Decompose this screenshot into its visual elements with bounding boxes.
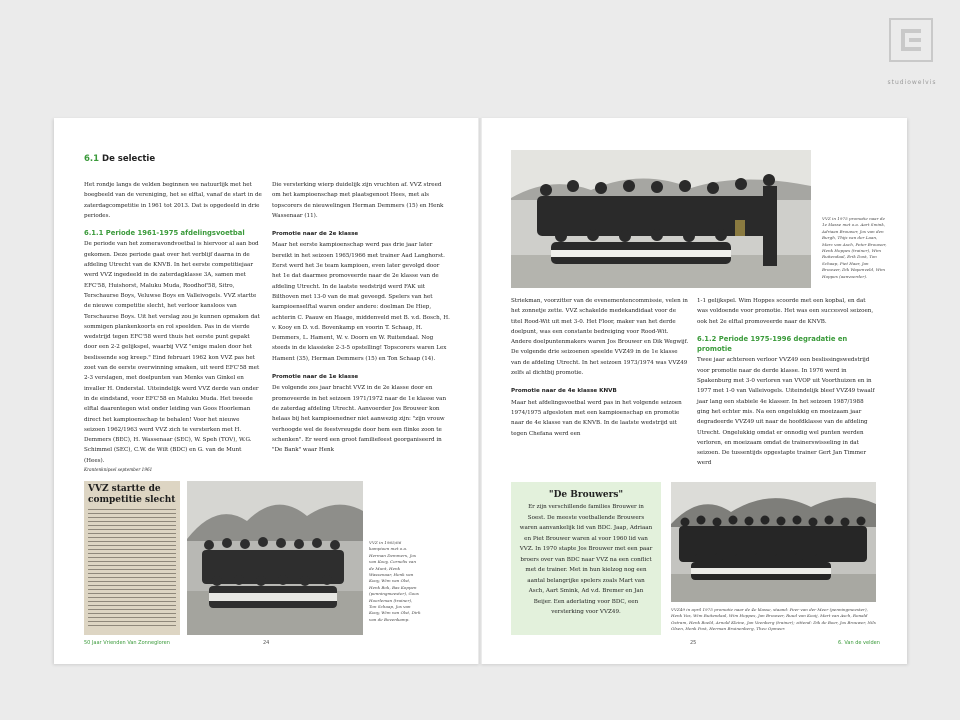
subsection-2-text: Twee jaar achtereen verloor VVZ49 een beslissingswedstrijd voor promotie naar de derde klasse. In 1976 werd in Spakenburg met 3-0 verloren van VVOP uit Voorthuizen en in 1977 met 1-0 van Valleivogels. Uiteindelijk bleef VVZ49 twaalf jaar lang een stabiele 4e klasser. In het seizoen 1987/1988 ging het echter mis. Na een ongelukkig en moeizaam jaar degradeerde VVZ49 uit naar de hoofdklasse van de afdeling Utrecht. Ongelukkig omdat er onnodig wel punten werden verloren, en moeizaam omdat de trainerswisseling in dat seizoen. De tussentijds opgestapte trainer Gert Jan Timmer werd — [697, 357, 875, 467]
box-title: "De Brouwers" — [548, 490, 624, 500]
right-column-1 — [511, 296, 689, 439]
section-title: De selectie — [102, 154, 156, 164]
promotie-4e-text: Maar het afdelingsvoetbal werd pas in het volgende seizoen 1974/1975 afgesloten met een kampioenschap en promotie naar de 4e klasse van de KNVB. In de laatste wedstrijd uit tegen Chefana werd een — [511, 399, 682, 437]
column-2-intro: Die versterking wierp duidelijk zijn vruchten af. VVZ streed om het kampioenschap met plaatsgenoot Hees, met als topscorers de nieuwelingen Herman Demmers (15) en Henk Wassenaar (11). — [272, 182, 444, 219]
clipping-headline: VVZ startte de competitie slecht — [88, 484, 176, 505]
page-gutter — [478, 118, 482, 664]
left-footer: 50 Jaar Vrienden Van Zonnegloren — [84, 640, 170, 646]
right-photo-caption: VVZ in 1975 promotie naar de 1e klasse met o.a. Aart Smink, Adriaan Brouwer, Jos van den Burgh, Thijs van der Laan, Marc van Asch, Peter Brouwer, Henk Hoppes (trainer), Wim Ruitendaal, Erik Dost, Ton Schaap, Piet Haar, Jan Brouwer, Dik Wapenveld, Wim Hoppes (aanvoerder). — [822, 216, 887, 279]
brouwers-info-box — [511, 482, 661, 635]
section-heading — [84, 154, 155, 164]
right-footer: 6. Van de velden — [838, 640, 880, 646]
intro-paragraph: Het rondje langs de velden beginnen we natuurlijk met het boegbeeld van de vereniging, het se elftal, vanaf de start in de zaterdagcompetitie in 1961 tot 2013. Dat is opgedeeld in drie periodes. — [84, 182, 262, 219]
right-column-2 — [697, 296, 877, 469]
studio-logo-icon — [889, 18, 933, 62]
team-photo-1975 — [511, 150, 811, 288]
left-photo-caption: VVZ in 1965/66 kampioen met o.a. Herman Demmers, Jos van Kooy, Cornelis van de Munt, Henk Wassenaar, Henk van Kooy, Wim van Olst, Henk Bok, Bas Koppen (penningmeester), Goos Hoorleman (trainer), Ton Schaap, Jos van Kooy, Wim van Olst, Dirk van de Bovenkamp. — [369, 540, 421, 622]
left-column-2 — [272, 180, 450, 455]
subsection-heading-2: 6.1.2 Periode 1975-1996 degradatie en promotie — [697, 334, 848, 354]
newspaper-clipping — [84, 481, 180, 635]
promotie-2e-text: Maar het eerste kampioenschap werd pas drie jaar later bereikt in het seizoen 1965/1966 met trainer Aad Langhorst. Eerst werd het 3e team kampioen, even later gevolgd door het 1e dat daarmee promoveerde naar de 2e klasse van de afdeling Utrecht. In de laatste wedstrijd werd FAK uit Bilthoven met 13-0 van de mat geveegd. Spelers van het kampioenselftal waren onder andere: doelman De Hiep, achterin C. Paauw en Haage, middenveld met B. v.d. Bosch, H. v. Kooy en D. v.d. Bovenkamp en voorin T. Schaap, H. Demmers, L. Hament, W. v. Doorn en W. Ruitendaal. Nog steeds in de klassieke 2-3-5 opstelling! Topscorers waren Lex Hament (35), Herman Demmers (15) en Ton Schaap (14). — [272, 242, 450, 362]
left-column-1 — [84, 180, 262, 473]
right-bottom-photo-caption: VVZ49 in april 1975 promotie naar de 4e klasse, staand: Peer van der Meer (penningmeester), Henk Vos, Wim Ruitendaal, Wim Hoppes, Jan Brouwer, Ruud van Kooij, Mart van Asch, Ronald Ostram, Henk Boeld, Arnold Kleine, Jan Veenberg (trainer); zittend: Dik de Boer, Jos Brouwer, Nils Olsen, Henk Post, Herman Bruinenberg, Theo Opmeer. — [671, 607, 876, 632]
promotie-1e-heading: Promotie naar de 1e klasse — [272, 374, 359, 381]
team-photo-1975-april — [671, 482, 876, 602]
right-page-number: 25 — [690, 640, 697, 646]
clipping-text-lines — [88, 509, 176, 629]
right-column-2-intro: 1-1 gelijkspel. Wim Hoppes scoorde met een kopbal, en dat was voldoende voor promotie. Het was een succesvol seizoen, ook het 2e elftal promoveerde naar de KNVB. — [697, 298, 874, 325]
left-page-number: 24 — [263, 640, 270, 646]
right-column-1-intro: Striekman, voorzitter van de evenementencommissie, velen in het zonnetje zette. VVZ schakelde medekandidaat voor de titel Rood-Wit uit met 3-0. Het Floor, maker van het derde doelpunt, was een constante bedreiging voor Rood-Wit. Andere doelpuntenmakers waren Jos Brouwer en Dik Wegwijf. De volgende drie seizoenen speelde VVZ49 in de 1e klasse van de afdeling Utrecht. In het seizoen 1973/1974 was VVZ49 zelfs al dichtbij promotie. — [511, 298, 689, 377]
logo-text: studiowelvis — [887, 79, 937, 86]
subsection-heading-1: 6.1.1 Periode 1961-1975 afdelingsvoetbal — [84, 229, 245, 238]
subsection-1-text: De periode van het zomeravondvoetbal is hiervoor al aan bod gekomen. Deze periode gaat over het verblijf daarna in de afdeling Utrecht van de KNVB. In het eerste competitiejaar werd VVZ ingedeeld in de zaterdagklasse 3A, samen met EFC'58, Huishorst, Maluku Muda, Roodhof'58, Sitro, Terschaurse Boys, Veluwse Boys en Valleivogels. VVZ startte de nieuwe competitie slecht, het verloor kansloos van Terschaurse Boys. Uit het verslag zou je kunnen opmaken dat sommigen plankenkoorts en rol speelden. Pas in de vierde wedstrijd tegen EFC'58 werd thuis het eerste punt gepakt door een 2-2 gelijkspel, waarbij VVZ "enige malen door het beslissende sog kreep." Eind februari 1962 kon VVZ pas het zoet van de eerste overwinning smaken, uit werd EFC'58 met 2-3 verslagen, met doelpunten van Menks van Ginkel en invaller H. Onderstal. Uiteindelijk werd VVZ derde van onder in de eindstand, voor EFC'58 en Maluku Muda. Het tweede elftal daarentegen wist onder leiding van Goos Hoorleman direct het kampioenschap te behalen! Voor het nieuwe seizoen 1962/1963 werd VVZ zich te versterken met H. Demmers (BEC), H. Wassenaar (SEC), W. Speh (TOV), W.G. Schimmel (SEC), C.W. de Wilt (BDC) en G. van de Munt (Hees). — [84, 241, 260, 464]
promotie-1e-text: De volgende zes jaar bracht VVZ in de 2e klasse door en promoveerde in het seizoen 1971/1972 naar de 1e klasse van de zaterdag afdeling Utrecht. Aanvoerder Jos Brouwer kon helaas bij het kampioenedner niet aanwezig zijn: "zijn vrouw verhoogde wel de feestvreugde door hem een flinke zoon te schenken". Er werd een groot familiefeest georganiseerd in "De Bank" waar Henk — [272, 385, 447, 454]
clipping-source: Krantenknipsel september 1961 — [84, 467, 153, 473]
team-photo-1965 — [187, 481, 363, 635]
section-number: 6.1 — [84, 154, 100, 164]
promotie-2e-heading: Promotie naar de 2e klasse — [272, 231, 359, 238]
promotie-4e-heading: Promotie naar de 4e klasse KNVB — [511, 388, 617, 395]
box-text: Er zijn verschillende families Brouwer in Soest. De meeste voetballende Brouwers waren aanvankelijk lid van BDC. Jaap, Adriaan en Piet Brouwer waren al voor 1960 lid van VVZ. In 1970 stapte Jos Brouwer met een paar broers over van BDC naar VVZ na een conflict met de trainer. Met in hun kielzog nog een aantal belangrijke spelers zoals Mart van Asch, Aart Smink, Ad v.d. Bremer en Jan Beijer. Een aderlating voor BDC, een versterking voor VVZ49. — [519, 504, 653, 615]
